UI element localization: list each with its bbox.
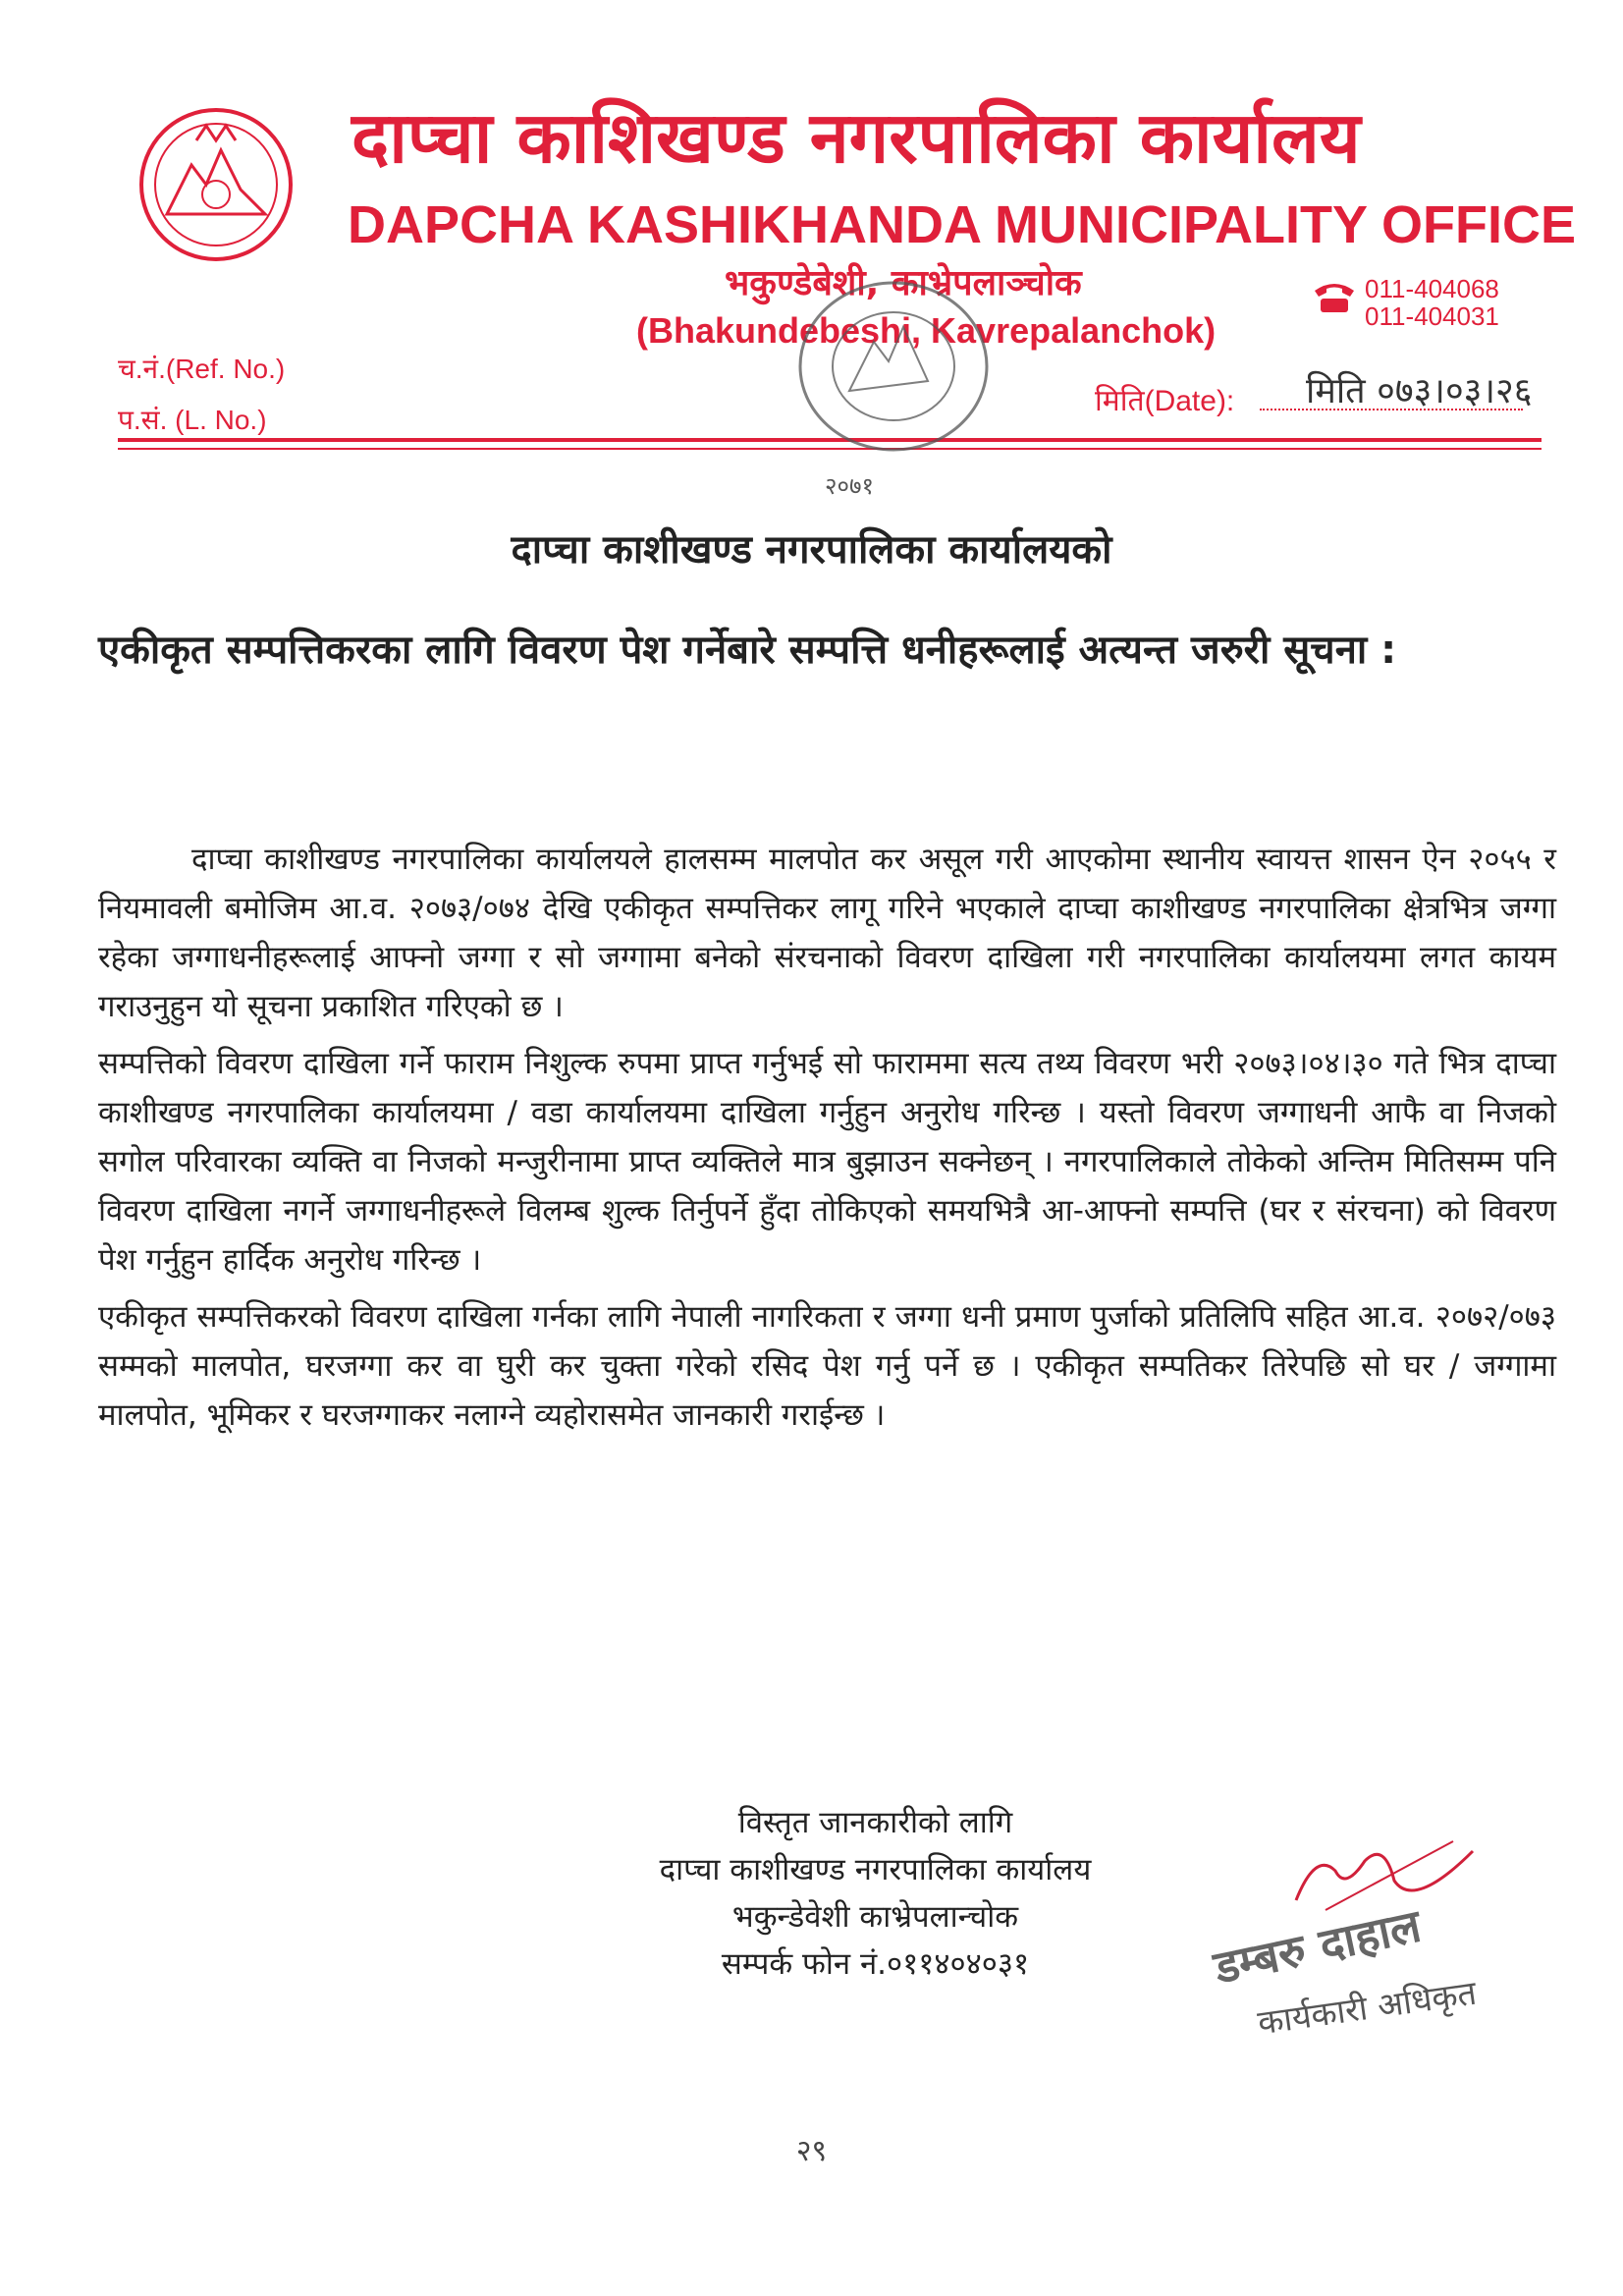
date-value: मिति ०७३।०३।२६ [1306,371,1533,411]
signatory-name: डम्बरु दाहाल [1209,1898,1426,1995]
signatory-title: कार्यकारी अधिकृत [1255,1973,1480,2044]
notice-heading: दाप्चा काशीखण्ड नगरपालिका कार्यालयको [511,527,1112,573]
stamp-year: २०७१ [825,472,874,500]
municipality-logo [137,106,295,263]
address-english: (Bhakundebeshi, Kavrepalanchok) [636,310,1217,351]
phone-number: 011-404031 [1365,301,1499,331]
office-stamp [766,273,1021,489]
body-paragraph: सम्पत्तिको विवरण दाखिला गर्ने फाराम निशुल्क रुपमा प्राप्त गर्नुभई सो फाराममा सत्य तथ्य विवरण भरी २०७३।०४।३० गते भित्र दाप्चा काशीखण्ड नगरपालिका कार्यालयमा / वडा कार्यालयमा दाखिला गर्नुहुन अनुरोध गरिन्छ । यस्तो विवरण जग्गाधनी आफै वा निजको सगोल परिवारका व्यक्ति वा निजको मन्जुरीनामा प्राप्त व्यक्तिले मात्र बुझाउन सक्नेछन् । नगरपालिकाले तोकेको अन्तिम मितिसम्म पनि विवरण दाखिला नगर्ने जग्गाधनीहरूले विलम्ब शुल्क तिर्नुपर्ने हुँदा तोकिएको समयभित्रै आ-आफ्नो सम्पत्ति (घर र संरचना) को विवरण पेश गर्नुहुन हार्दिक अनुरोध गरिन्छ । [98,1046,1556,1278]
notice-body [98,835,1556,1448]
phone-numbers [1365,275,1499,330]
contact-line: दाप्चा काशीखण्ड नगरपालिका कार्यालय [659,1852,1092,1887]
body-paragraph: दाप्चा काशीखण्ड नगरपालिका कार्यालयले हालसम्म मालपोत कर असूल गरी आएकोमा स्थानीय स्वायत्त शासन ऐन २०५५ र नियमावली बमोजिम आ.व. २०७३/०७४ देखि एकीकृत सम्पत्तिकर लागू गरिने भएकाले दाप्चा काशीखण्ड नगरपालिका क्षेत्रभित्र जग्गा रहेका जग्गाधनीहरूलाई आफ्नो जग्गा र सो जग्गामा बनेको संरचनाको विवरण दाखिला गरी नगरपालिका कार्यालयमा लगत कायम गराउनुहुन यो सूचना प्रकाशित गरिएको छ । [98,842,1556,1024]
date-label: मिति(Date): [1095,385,1235,417]
body-paragraph: एकीकृत सम्पत्तिकरको विवरण दाखिला गर्नका लागि नेपाली नागरिकता र जग्गा धनी प्रमाण पुर्जाको प्रतिलिपि सहित आ.व. २०७२/०७३ सम्मको मालपोत, घरजग्गा कर वा घुरी कर चुक्ता गरेको रसिद पेश गर्नु पर्ने छ । एकीकृत सम्पतिकर तिरेपछि सो घर / जग्गामा मालपोत, भूमिकर र घरजग्गाकर नलाग्ने व्यहोरासमेत जानकारी गराईन्छ । [98,1299,1556,1433]
address-nepali: भकुण्डेबेशी, काभ्रेपलाञ्चोक [725,263,1082,303]
phone-number: 011-404068 [1365,274,1499,303]
page-number: २९ [795,2134,828,2168]
contact-line: भकुन्डेवेशी काभ्रेपलान्चोक [731,1899,1019,1935]
notice-subject: एकीकृत सम्पत्तिकरका लागि विवरण पेश गर्नेबारे सम्पत्ति धनीहरूलाई अत्यन्त जरुरी सूचना : [98,628,1397,673]
contact-line: विस्तृत जानकारीको लागि [737,1805,1013,1840]
phone-icon [1311,277,1358,316]
office-title-nepali: दाप्चा काशिखण्ड नगरपालिका कार्यालय [352,96,1361,179]
office-title-english: DAPCHA KASHIKHANDA MUNICIPALITY OFFICE [348,195,1576,254]
ref-no-label: च.नं.(Ref. No.) [118,354,286,384]
letter-no-label: प.सं. (L. No.) [118,405,267,435]
contact-line: सम्पर्क फोन नं.०११४०४०३१ [721,1946,1030,1982]
